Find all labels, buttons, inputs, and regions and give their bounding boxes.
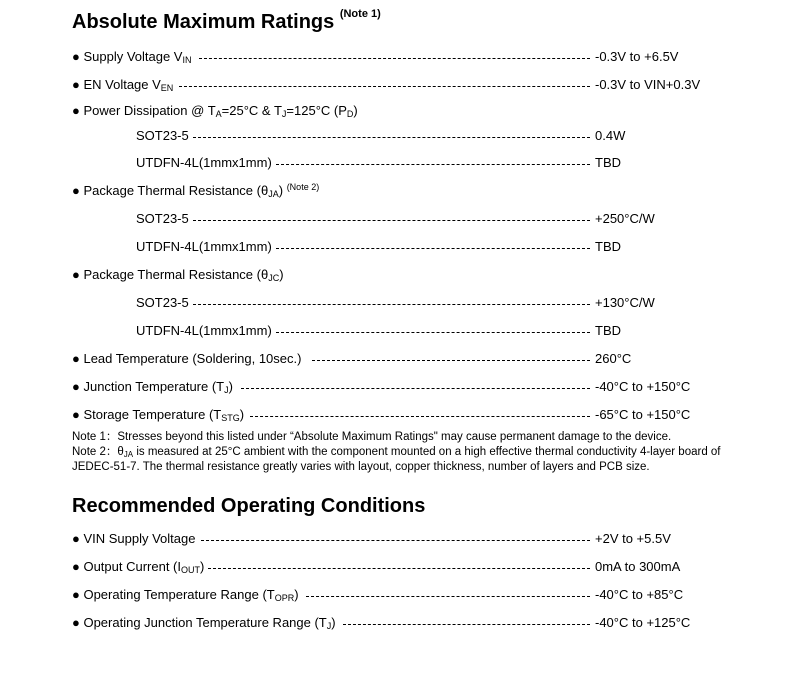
row-value: -40°C to +150°C — [595, 379, 691, 394]
row-label: SOT23-5 — [136, 295, 189, 310]
note-1: Note 1：Stresses beyond this listed under “Absolute Maximum Ratings" may cause permanent damage to the device. — [72, 431, 672, 443]
row-label: ● Output Current $(I_{OUT})$ — [72, 559, 205, 575]
row-thermal-ja — [72, 182, 319, 200]
row-vin-supply — [72, 530, 195, 548]
row-label: ● Power Dissipation @ $T_A=25^\circ C$ & $T_J=125^\circ C$ $(P_D)$ — [72, 103, 358, 119]
row-output-current — [72, 558, 204, 576]
row-label: ● Package Thermal Resistance $(\theta_{JA})$ $^{(Note 2)}$ — [72, 182, 320, 199]
row-junction-temp — [72, 378, 233, 396]
leader-dash — [306, 596, 590, 597]
row-value: -65°C to +150°C — [595, 407, 691, 422]
leader-dash — [276, 248, 590, 249]
row-label: ● VIN Supply Voltage — [72, 531, 196, 546]
row-value: TBD — [595, 155, 621, 170]
row-label: ● Storage Temperature $(T_{STG})$ — [72, 407, 245, 423]
row-label: ● EN Voltage $V_{EN}$ — [72, 77, 174, 93]
leader-dash — [193, 137, 590, 138]
row-value: 0mA to 300mA — [595, 559, 681, 574]
leader-dash — [193, 304, 590, 305]
row-ja-utdfn — [136, 238, 272, 256]
row-operating-junction-temp — [72, 614, 336, 632]
row-ja-sot23 — [136, 210, 189, 228]
row-label: ● Supply Voltage $V_{IN}$ — [72, 49, 192, 65]
leader-dash — [201, 540, 590, 541]
leader-dash — [312, 360, 590, 361]
row-supply-voltage — [72, 48, 191, 66]
row-value: TBD — [595, 323, 621, 338]
row-en-voltage — [72, 76, 173, 94]
leader-dash — [208, 568, 590, 569]
row-value: 260°C — [595, 351, 632, 366]
note-2: Note 2：$\theta_{JA}$ is measured at 25°C ambient with the component mounted on a high effective thermal conductivity 4-layer board of JEDEC-51-7. The thermal resistance greatly varies with layout, copper thickness, number of layers and PCB size. — [72, 446, 721, 473]
row-label: UTDFN-4L(1mmx1mm) — [136, 323, 272, 338]
row-value: -40°C to +125°C — [595, 615, 691, 630]
row-value: -0.3V to VIN+0.3V — [595, 77, 701, 92]
leader-dash — [276, 332, 590, 333]
row-label: ● Operating Temperature Range $(T_{OPR})$ — [72, 587, 299, 603]
row-value: +250°C/W — [595, 211, 655, 226]
row-value: 0.4W — [595, 128, 626, 143]
row-pd-utdfn — [136, 154, 272, 172]
row-jc-utdfn — [136, 322, 272, 340]
leader-dash — [241, 388, 590, 389]
leader-dash — [343, 624, 590, 625]
leader-dash — [276, 164, 590, 165]
row-value: +130°C/W — [595, 295, 655, 310]
abs-max-title — [72, 8, 381, 34]
row-value: -40°C to +85°C — [595, 587, 684, 602]
row-label: SOT23-5 — [136, 128, 189, 143]
row-storage-temp — [72, 406, 244, 424]
row-label: ● Operating Junction Temperature Range $(T_J)$ — [72, 615, 336, 631]
row-operating-temp — [72, 586, 299, 604]
row-label: ● Junction Temperature $(T_J)$ — [72, 379, 233, 395]
leader-dash — [193, 220, 590, 221]
row-label: UTDFN-4L(1mmx1mm) — [136, 155, 272, 170]
row-value: TBD — [595, 239, 621, 254]
row-label: ● Lead Temperature (Soldering, 10sec.) — [72, 351, 302, 366]
leader-dash — [179, 86, 590, 87]
row-value: -0.3V to +6.5V — [595, 49, 679, 64]
row-label: SOT23-5 — [136, 211, 189, 226]
row-power-dissipation — [72, 102, 358, 120]
row-label: ● Package Thermal Resistance $(\theta_{JC})$ — [72, 267, 284, 283]
rec-op-title: Recommended Operating Conditions — [72, 495, 426, 517]
row-lead-temp — [72, 350, 301, 368]
row-thermal-jc — [72, 266, 284, 284]
leader-dash — [250, 416, 590, 417]
row-jc-sot23 — [136, 294, 189, 312]
abs-max-title-note: (Note 1) — [339, 8, 381, 21]
row-value: +2V to +5.5V — [595, 531, 671, 546]
row-label: UTDFN-4L(1mmx1mm) — [136, 239, 272, 254]
abs-max-title-text: Absolute Maximum Ratings — [72, 11, 335, 33]
row-pd-sot23 — [136, 127, 189, 145]
leader-dash — [199, 58, 590, 59]
